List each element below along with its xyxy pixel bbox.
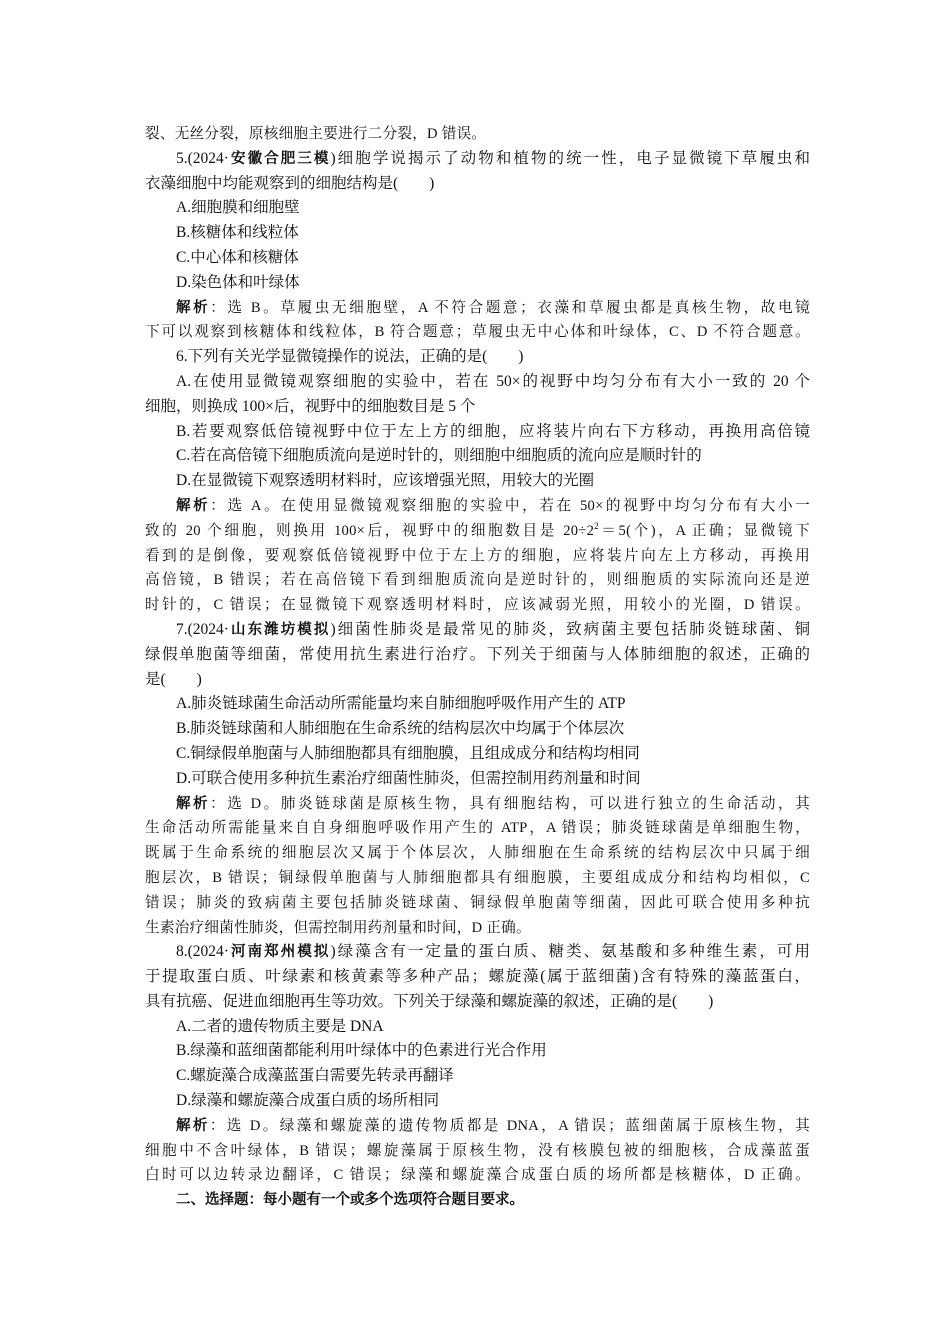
text-span: D.可联合使用多种抗生素治疗细菌性肺炎，但需控制用药剂量和时间	[176, 769, 641, 787]
text-span: 7.(2024·	[176, 620, 229, 638]
text-line	[145, 643, 810, 668]
text-line	[145, 395, 810, 420]
superscript: 2	[594, 520, 599, 531]
analysis-label: 解析	[176, 299, 211, 316]
text-span: B.若要观察低倍镜视野中位于左上方的细胞，应将装片向右下方移动，再换用高倍镜	[176, 422, 810, 440]
text-line	[145, 1064, 810, 1089]
text-span: D.染色体和叶绿体	[176, 273, 300, 291]
text-span: 错误；肺炎的致病菌主要包括肺炎链球菌、铜绿假单胞菌等细菌，因此可联合使用多种抗	[145, 894, 810, 911]
text-span: 看到的是倒像，要观察低倍镜视野中位于左上方的细胞，应将装片向左上方移动，再换用	[145, 547, 810, 564]
text-line	[145, 866, 810, 891]
text-span: 生命活动所需能量来自自身细胞呼吸作用产生的 ATP，A 错误；肺炎链球菌是单细胞生物，	[145, 820, 810, 837]
analysis-label: 解析	[176, 497, 211, 514]
text-span: ：选 D。绿藻和螺旋藻的遗传物质都是 DNA，A 错误；蓝细菌属于原核生物，其	[209, 1117, 810, 1134]
text-span: )细胞学说揭示了动物和植物的统一性，电子显微镜下草履虫和	[330, 149, 810, 167]
text-span: 既属于生命系统的细胞层次又属于个体层次，人肺细胞在生命系统的结构层次中只属于细	[145, 845, 810, 862]
bold-text: 山东潍坊模拟	[228, 621, 331, 638]
text-line	[145, 618, 810, 643]
text-line	[145, 1163, 810, 1188]
text-line	[145, 147, 810, 172]
text-line	[145, 444, 810, 469]
text-line	[145, 122, 810, 147]
document-page	[145, 122, 810, 1213]
text-line	[145, 940, 810, 965]
text-span: C.若在高倍镜下细胞质流向是逆时针的，则细胞中细胞质的流向应是顺时针的	[176, 447, 702, 465]
text-span: 6.下列有关光学显微镜操作的说法，正确的是( )	[176, 348, 524, 366]
text-line	[145, 1039, 810, 1064]
text-line	[145, 221, 810, 246]
text-span: B.绿藻和蓝细菌都能利用叶绿体中的色素进行光合作用	[176, 1042, 547, 1060]
text-span: 衣藻细胞中均能观察到的细胞结构是( )	[145, 174, 435, 192]
text-span: B.核糖体和线粒体	[176, 224, 299, 242]
text-line	[145, 767, 810, 792]
text-line	[145, 1089, 810, 1114]
text-span: 细胞中不含叶绿体，B 错误；螺旋藻属于原核生物，没有核膜包被的细胞核，合成藻蓝蛋	[145, 1142, 810, 1159]
text-line	[145, 345, 810, 370]
analysis-label: 解析	[176, 795, 211, 812]
text-line	[145, 568, 810, 593]
text-line	[145, 469, 810, 494]
bold-text: 河南郑州模拟	[228, 944, 331, 961]
text-line	[145, 668, 810, 693]
text-line	[145, 593, 810, 618]
text-line	[145, 370, 810, 395]
text-line	[145, 519, 810, 544]
text-line	[145, 320, 810, 345]
answer-analysis-line	[145, 792, 810, 817]
text-span: C.螺旋藻合成藻蓝蛋白需要先转录再翻译	[176, 1067, 454, 1085]
text-span: ：选 A。在使用显微镜观察细胞的实验中，若在 50×的视野中均匀分布有大小一	[210, 497, 810, 514]
text-line	[145, 1139, 810, 1164]
text-span: 下可以观察到核糖体和线粒体，B 符合题意；草履虫无中心体和叶绿体，C、D 不符合题意。	[145, 324, 810, 341]
text-line	[145, 891, 810, 916]
text-line	[145, 692, 810, 717]
text-span: C.中心体和核糖体	[176, 248, 299, 266]
text-span: B.肺炎链球菌和人肺细胞在生命系统的结构层次中均属于个体层次	[176, 720, 625, 738]
answer-analysis-line	[145, 1114, 810, 1139]
text-span: A.二者的遗传物质主要是 DNA	[176, 1017, 384, 1035]
text-span: 致的 20 个细胞，则换用 100×后，视野中的细胞数目是 20÷2	[145, 522, 595, 539]
bold-text: 二、选择题：每小题有一个或多个选项符合题目要求。	[176, 1192, 524, 1209]
answer-analysis-line	[145, 296, 810, 321]
text-span: 具有抗癌、促进血细胞再生等功效。下列关于绿藻和螺旋藻的叙述，正确的是( )	[145, 992, 714, 1010]
text-span: 高倍镜，B 错误；若在高倍镜下看到细胞质流向是逆时针的，则细胞质的实际流向还是逆	[145, 572, 810, 589]
text-span: D.在显微镜下观察透明材料时，应该增强光照，用较大的光圈	[176, 472, 595, 490]
text-span: A.细胞膜和细胞壁	[176, 199, 300, 217]
text-span: ：选 D。肺炎链球菌是原核生物，具有细胞结构，可以进行独立的生命活动，其	[210, 795, 810, 812]
text-line	[145, 544, 810, 569]
text-span: 生素治疗细菌性肺炎，但需控制用药剂量和时间，D 正确。	[145, 919, 531, 936]
analysis-label: 解析	[176, 1117, 210, 1134]
text-span: 是( )	[145, 670, 202, 688]
text-line	[145, 742, 810, 767]
text-span: A.在使用显微镜观察细胞的实验中，若在 50×的视野中均匀分布有大小一致的 20 个	[176, 372, 810, 390]
text-span: 绿假单胞菌等细菌，常使用抗生素进行治疗。下列关于细菌与人体肺细胞的叙述，正确的	[145, 645, 810, 663]
text-line	[145, 172, 810, 197]
text-span: 白时可以边转录边翻译，C 错误；绿藻和螺旋藻合成蛋白质的场所都是核糖体，D 正确。	[145, 1167, 810, 1184]
text-span: ＝5(个)，A 正确；显微镜下	[598, 522, 810, 539]
text-span: )细菌性肺炎是最常见的肺炎，致病菌主要包括肺炎链球菌、铜	[330, 620, 810, 638]
text-line	[145, 196, 810, 221]
text-line	[145, 717, 810, 742]
text-line	[145, 246, 810, 271]
text-span: C.铜绿假单胞菌与人肺细胞都具有细胞膜，且组成成分和结构均相同	[176, 744, 640, 762]
text-line	[145, 1015, 810, 1040]
bold-text: 安徽合肥三模	[228, 150, 331, 167]
text-line	[145, 841, 810, 866]
text-span: 8.(2024·	[176, 943, 229, 961]
text-span: )绿藻含有一定量的蛋白质、糖类、氨基酸和多种维生素，可用	[330, 943, 810, 961]
text-span: 细胞，则换成 100×后，视野中的细胞数目是 5 个	[145, 397, 476, 415]
text-span: A.肺炎链球菌生命活动所需能量均来自肺细胞呼吸作用产生的 ATP	[176, 695, 626, 713]
text-line	[145, 1188, 810, 1213]
text-line	[145, 420, 810, 445]
text-line	[145, 990, 810, 1015]
text-span: 胞层次，B 错误；铜绿假单胞菌与人肺细胞都具有细胞膜，主要组成成分和结构均相似，C	[145, 869, 810, 886]
text-span: ：选 B。草履虫无细胞壁，A 不符合题意；衣藻和草履虫都是真核生物，故电镜	[210, 299, 810, 316]
text-span: 5.(2024·	[176, 149, 229, 167]
text-line	[145, 965, 810, 990]
text-line	[145, 816, 810, 841]
text-span: 于提取蛋白质、叶绿素和核黄素等多种产品；螺旋藻(属于蓝细菌)含有特殊的藻蓝蛋白，	[145, 968, 810, 986]
text-span: 裂、无丝分裂，原核细胞主要进行二分裂，D 错误。	[145, 126, 487, 142]
text-span: 时针的，C 错误；在显微镜下观察透明材料时，应该减弱光照，用较小的光圈，D 错误。	[145, 597, 810, 614]
text-span: D.绿藻和螺旋藻合成蛋白质的场所相同	[176, 1092, 440, 1110]
text-line	[145, 271, 810, 296]
text-line	[145, 916, 810, 941]
answer-analysis-line	[145, 494, 810, 519]
